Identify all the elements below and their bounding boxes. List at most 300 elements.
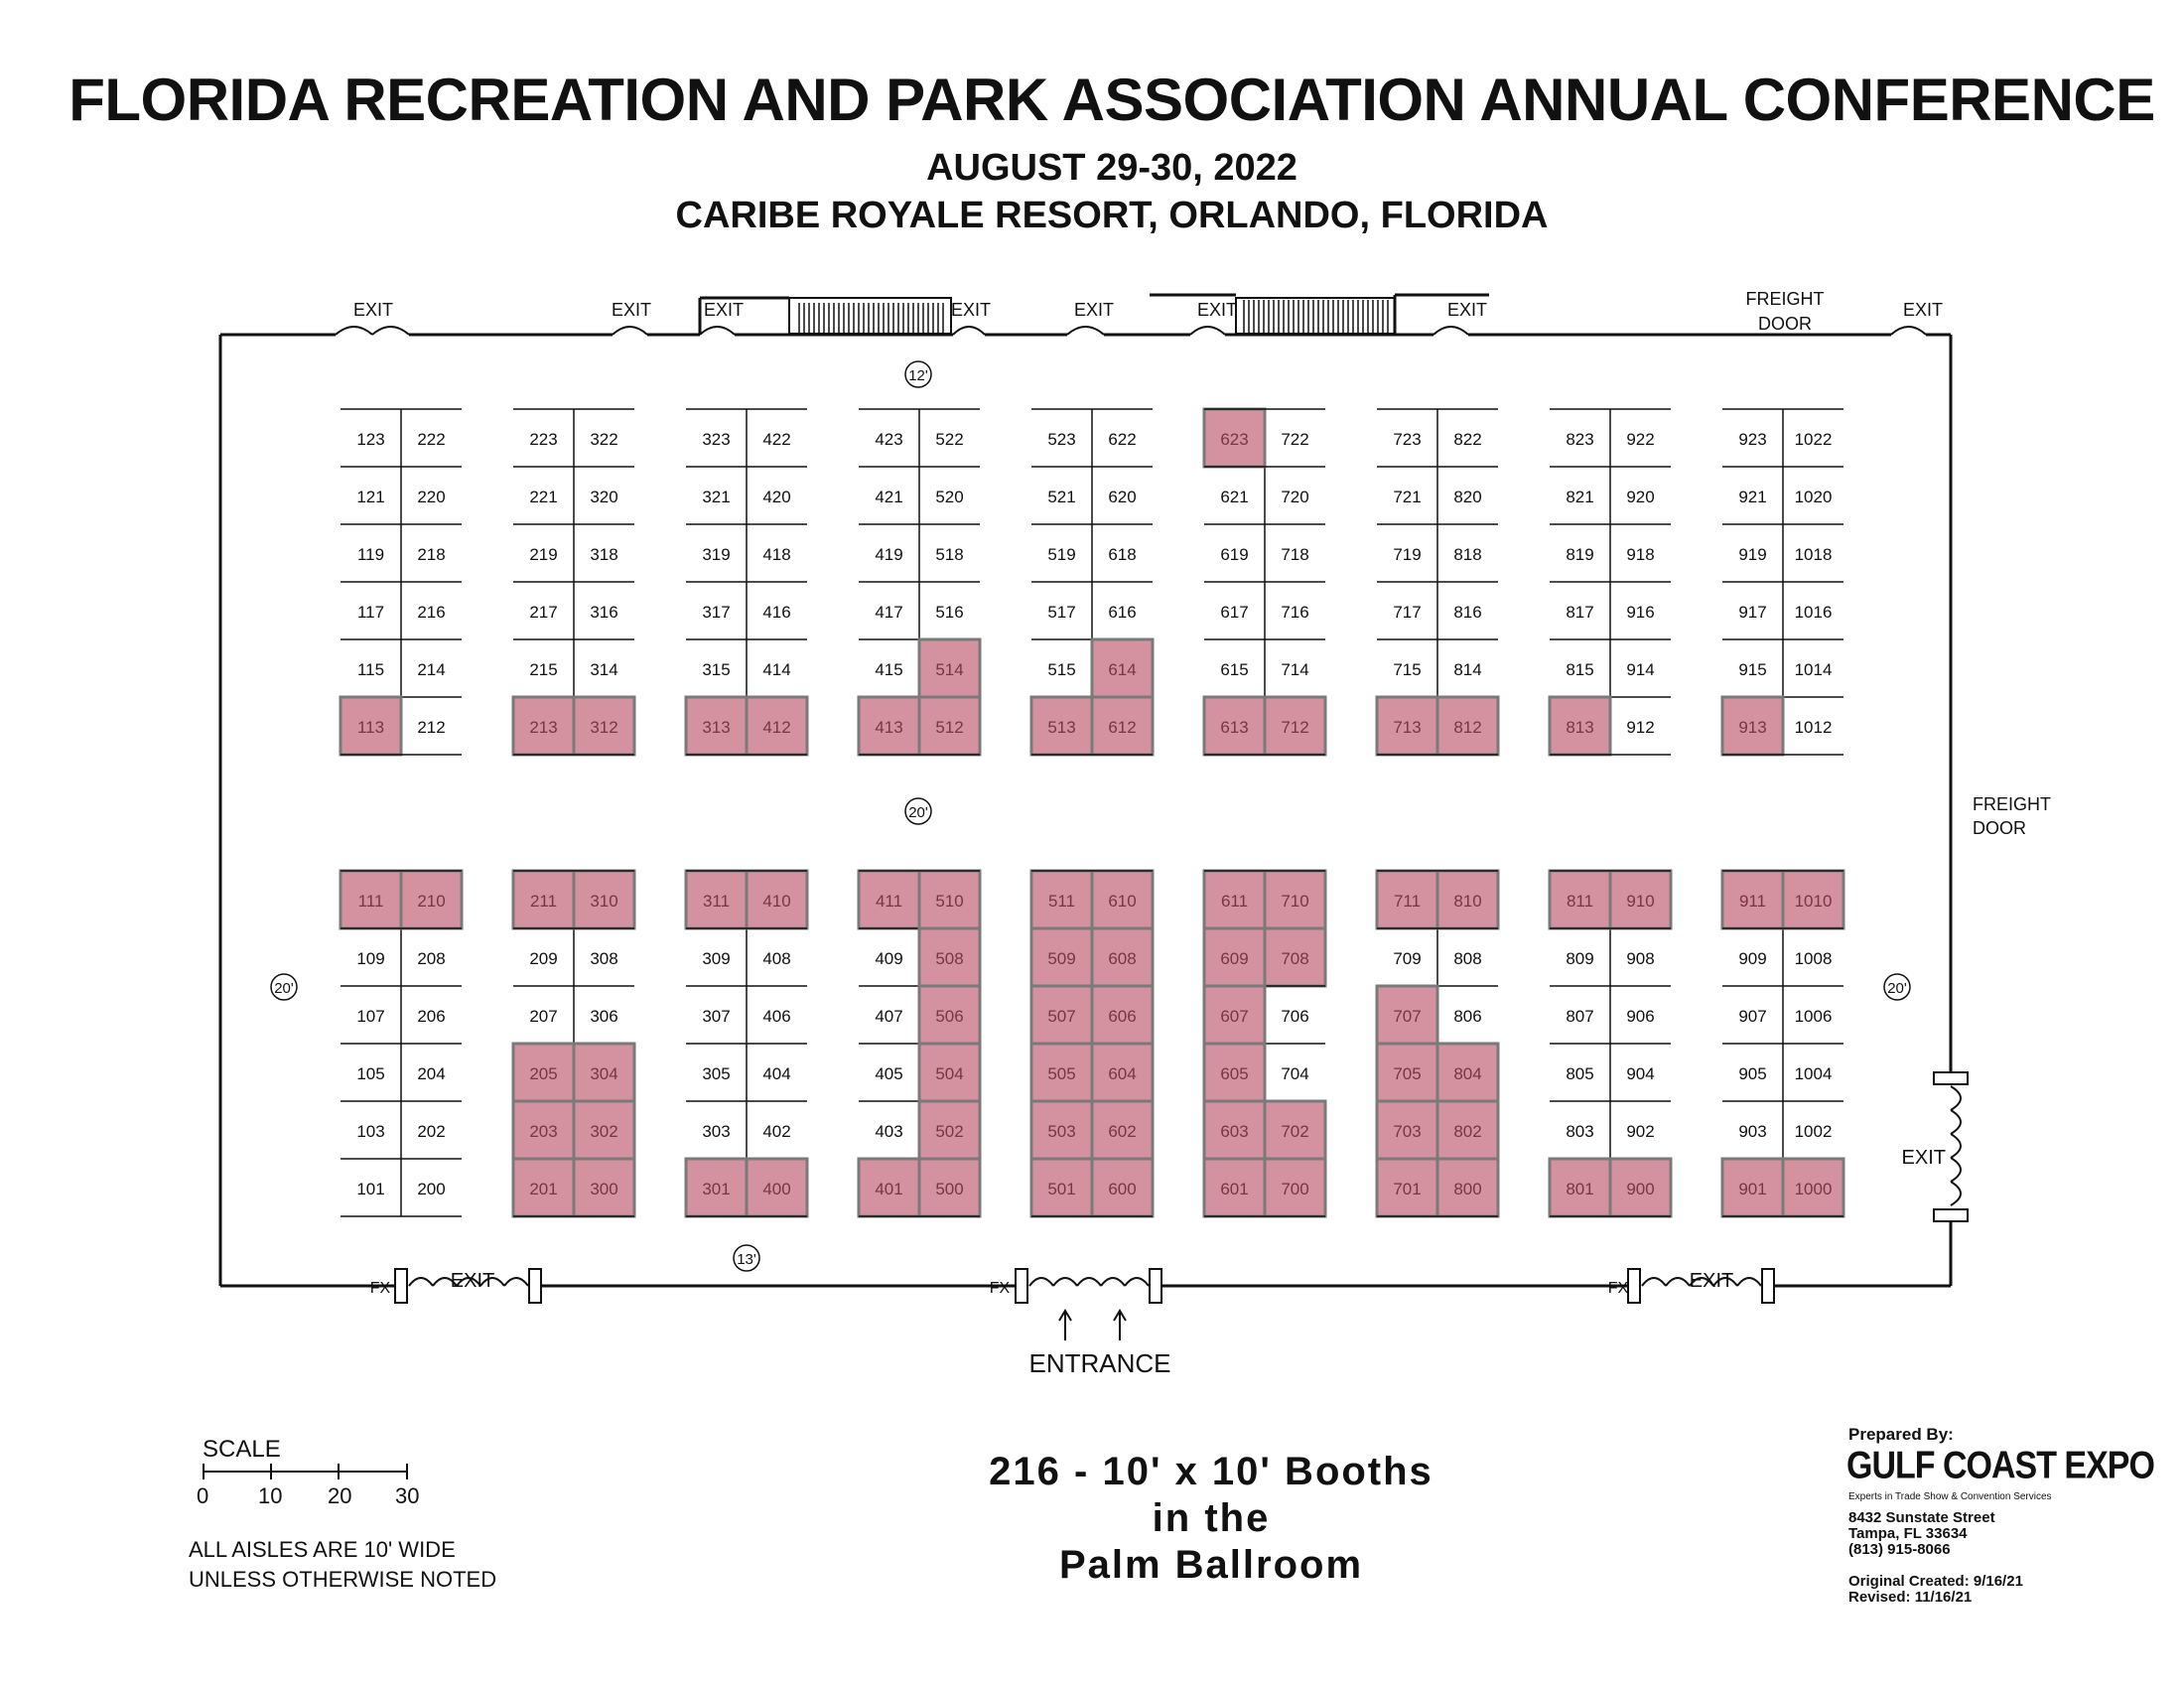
booth-506-label: 506 <box>935 1007 964 1026</box>
booth-920-label: 920 <box>1626 488 1655 506</box>
booth-622-label: 622 <box>1108 430 1137 449</box>
booth-704-label: 704 <box>1281 1064 1309 1083</box>
original-created: Original Created: 9/16/21 <box>1848 1573 2023 1590</box>
booth-908-label: 908 <box>1626 949 1655 968</box>
booth-419-label: 419 <box>875 545 903 564</box>
booth-400-label: 400 <box>762 1180 791 1198</box>
booth-summary-line2: in the <box>1152 1496 1271 1540</box>
scale-tick-30: 30 <box>395 1483 420 1508</box>
door-swing <box>1190 327 1225 335</box>
booth-607-label: 607 <box>1220 1007 1249 1026</box>
booth-512-label: 512 <box>935 718 964 737</box>
booth-811-label: 811 <box>1566 892 1594 911</box>
exit-top-3: EXIT <box>703 300 745 320</box>
booth-415-label: 415 <box>875 660 903 679</box>
booth-807-label: 807 <box>1566 1007 1594 1026</box>
fx-bottom-2: FX <box>989 1280 1011 1297</box>
company-address2: Tampa, FL 33634 <box>1848 1525 1968 1542</box>
booth-322-label: 322 <box>590 430 618 449</box>
booth-205-label: 205 <box>529 1064 558 1083</box>
booth-1014-label: 1014 <box>1794 660 1833 679</box>
booth-923-label: 923 <box>1738 430 1767 449</box>
door-top-5[interactable] <box>1067 327 1104 335</box>
door-swing <box>1101 1278 1125 1286</box>
booth-219-label: 219 <box>529 545 558 564</box>
booth-412-label: 412 <box>762 718 791 737</box>
booth-718-label: 718 <box>1281 545 1309 564</box>
booth-407-label: 407 <box>875 1007 903 1026</box>
booth-414-label: 414 <box>762 660 791 679</box>
booth-210-label: 210 <box>417 892 446 911</box>
booth-222-label: 222 <box>417 430 446 449</box>
aisle-width-20-left: 20' <box>274 980 294 997</box>
booth-818-label: 818 <box>1453 545 1482 564</box>
booth-916-label: 916 <box>1626 603 1655 622</box>
booth-418-label: 418 <box>762 545 791 564</box>
booth-813-label: 813 <box>1566 718 1594 737</box>
door-swing <box>1067 327 1104 335</box>
booth-707-label: 707 <box>1393 1007 1422 1026</box>
door-swing <box>1951 1158 1961 1182</box>
booth-516-label: 516 <box>935 603 964 622</box>
booth-517-label: 517 <box>1047 603 1076 622</box>
booth-202-label: 202 <box>417 1122 446 1141</box>
exit-bottom-1: EXIT <box>450 1270 495 1292</box>
booth-319-label: 319 <box>702 545 731 564</box>
booth-105-label: 105 <box>356 1064 385 1083</box>
freight-door-right-line2: DOOR <box>1973 818 2026 838</box>
booth-summary-line3: Palm Ballroom <box>1058 1543 1364 1587</box>
booth-1022-label: 1022 <box>1794 430 1833 449</box>
booth-303-label: 303 <box>702 1122 731 1141</box>
booth-706-label: 706 <box>1281 1007 1309 1026</box>
prepared-by: Prepared By: <box>1848 1425 1954 1444</box>
booth-722-label: 722 <box>1281 430 1309 449</box>
booth-block-bottom-6 <box>1204 871 1325 1216</box>
booth-810-label: 810 <box>1453 892 1482 911</box>
booth-1006-label: 1006 <box>1794 1007 1833 1026</box>
booth-200-label: 200 <box>417 1180 446 1198</box>
booth-101-label: 101 <box>356 1180 385 1198</box>
booth-702-label: 702 <box>1281 1122 1309 1141</box>
booth-420-label: 420 <box>762 488 791 506</box>
booth-109-label: 109 <box>356 949 385 968</box>
booth-323-label: 323 <box>702 430 731 449</box>
booth-620-label: 620 <box>1108 488 1137 506</box>
booth-715-label: 715 <box>1393 660 1422 679</box>
booth-block-bottom-3 <box>686 871 807 1216</box>
entrance-label: ENTRANCE <box>1028 1348 1171 1378</box>
door-top-8[interactable] <box>1891 327 1926 335</box>
booth-514-label: 514 <box>935 660 964 679</box>
booth-603-label: 603 <box>1220 1122 1249 1141</box>
booth-701-label: 701 <box>1393 1180 1422 1198</box>
booth-714-label: 714 <box>1281 660 1309 679</box>
exit-top-1: EXIT <box>352 300 394 320</box>
door-swing <box>1029 1278 1053 1286</box>
booth-600-label: 600 <box>1108 1180 1137 1198</box>
booth-119-label: 119 <box>356 545 385 564</box>
booth-308-label: 308 <box>590 949 618 968</box>
booth-711-label: 711 <box>1393 892 1422 911</box>
booth-605-label: 605 <box>1220 1064 1249 1083</box>
door-post <box>1016 1269 1027 1303</box>
booth-103-label: 103 <box>356 1122 385 1141</box>
door-top-2[interactable] <box>613 327 647 335</box>
event-venue: CARIBE ROYALE RESORT, ORLANDO, FLORIDA <box>675 195 1549 236</box>
booth-1008-label: 1008 <box>1794 949 1833 968</box>
booth-803-label: 803 <box>1566 1122 1594 1141</box>
booth-215-label: 215 <box>529 660 558 679</box>
booth-812-label: 812 <box>1453 718 1482 737</box>
booth-block-bottom-7 <box>1377 871 1498 1216</box>
booth-block-bottom-2 <box>513 871 634 1216</box>
door-post <box>529 1269 541 1303</box>
booth-208-label: 208 <box>417 949 446 968</box>
booth-708-label: 708 <box>1281 949 1309 968</box>
booth-820-label: 820 <box>1453 488 1482 506</box>
booth-502-label: 502 <box>935 1122 964 1141</box>
booth-619-label: 619 <box>1220 545 1249 564</box>
booth-623-label: 623 <box>1220 430 1249 449</box>
booth-block-bottom-8 <box>1550 871 1671 1216</box>
fx-bottom-3: FX <box>1607 1280 1629 1297</box>
door-swing <box>953 327 985 335</box>
booth-411-label: 411 <box>875 892 903 911</box>
booth-618-label: 618 <box>1108 545 1137 564</box>
booth-809-label: 809 <box>1566 949 1594 968</box>
booth-1000-label: 1000 <box>1794 1180 1833 1198</box>
booth-404-label: 404 <box>762 1064 791 1083</box>
booth-1012-label: 1012 <box>1794 718 1833 737</box>
booth-902-label: 902 <box>1626 1122 1655 1141</box>
door-swing <box>1891 327 1926 335</box>
booth-117-label: 117 <box>356 603 385 622</box>
booth-821-label: 821 <box>1566 488 1594 506</box>
booth-213-label: 213 <box>529 718 558 737</box>
door-top-6[interactable] <box>1190 327 1225 335</box>
booth-block-bottom-1 <box>341 871 462 1216</box>
booth-1004-label: 1004 <box>1794 1064 1833 1083</box>
booth-218-label: 218 <box>417 545 446 564</box>
booth-214-label: 214 <box>417 660 446 679</box>
booth-906-label: 906 <box>1626 1007 1655 1026</box>
door-post <box>1628 1269 1640 1303</box>
company-logo-text: GULF COAST EXPO <box>1846 1444 2154 1487</box>
booth-804-label: 804 <box>1453 1064 1482 1083</box>
door-top-4[interactable] <box>953 327 985 335</box>
aisle-width-13: 13' <box>737 1251 756 1268</box>
booth-606-label: 606 <box>1108 1007 1137 1026</box>
booth-221-label: 221 <box>529 488 558 506</box>
booth-209-label: 209 <box>529 949 558 968</box>
booth-612-label: 612 <box>1108 718 1137 737</box>
booth-903-label: 903 <box>1738 1122 1767 1141</box>
booth-217-label: 217 <box>529 603 558 622</box>
fx-bottom-1: FX <box>369 1280 391 1297</box>
booth-912-label: 912 <box>1626 718 1655 737</box>
door-swing <box>1077 1278 1101 1286</box>
booth-518-label: 518 <box>935 545 964 564</box>
door-top-3[interactable] <box>700 327 735 335</box>
scale-tick-0: 0 <box>197 1483 209 1508</box>
booth-520-label: 520 <box>935 488 964 506</box>
booth-611-label: 611 <box>1220 892 1249 911</box>
door-top-7[interactable] <box>1433 327 1468 335</box>
booth-510-label: 510 <box>935 892 964 911</box>
door-swing <box>372 327 409 335</box>
booth-816-label: 816 <box>1453 603 1482 622</box>
booth-211-label: 211 <box>529 892 558 911</box>
door-top-1[interactable] <box>336 327 409 335</box>
booth-320-label: 320 <box>590 488 618 506</box>
door-swing <box>1433 327 1468 335</box>
booth-501-label: 501 <box>1047 1180 1076 1198</box>
booth-719-label: 719 <box>1393 545 1422 564</box>
booth-123-label: 123 <box>356 430 385 449</box>
door-post <box>395 1269 407 1303</box>
booth-408-label: 408 <box>762 949 791 968</box>
exit-top-7: EXIT <box>1446 300 1488 320</box>
booth-115-label: 115 <box>356 660 385 679</box>
exit-top-4: EXIT <box>950 300 992 320</box>
booth-507-label: 507 <box>1047 1007 1076 1026</box>
booth-310-label: 310 <box>590 892 618 911</box>
booth-823-label: 823 <box>1566 430 1594 449</box>
booth-703-label: 703 <box>1393 1122 1422 1141</box>
company-tagline: Experts in Trade Show & Convention Services <box>1848 1491 2052 1502</box>
booth-113-label: 113 <box>356 718 385 737</box>
booth-204-label: 204 <box>417 1064 446 1083</box>
booth-309-label: 309 <box>702 949 731 968</box>
booth-513-label: 513 <box>1047 718 1076 737</box>
booth-220-label: 220 <box>417 488 446 506</box>
booth-617-label: 617 <box>1220 603 1249 622</box>
page-title: FLORIDA RECREATION AND PARK ASSOCIATION ANNUAL CONFERENCE <box>68 67 2155 133</box>
booth-block-bottom-9 <box>1722 871 1843 1216</box>
booth-311-label: 311 <box>702 892 731 911</box>
booth-509-label: 509 <box>1047 949 1076 968</box>
booth-723-label: 723 <box>1393 430 1422 449</box>
booth-905-label: 905 <box>1738 1064 1767 1083</box>
booth-621-label: 621 <box>1220 488 1249 506</box>
exit-top-8: EXIT <box>1902 300 1944 320</box>
booth-805-label: 805 <box>1566 1064 1594 1083</box>
freight-door-top-line2: DOOR <box>1758 314 1812 334</box>
booth-515-label: 515 <box>1047 660 1076 679</box>
door-swing <box>1053 1278 1077 1286</box>
booth-907-label: 907 <box>1738 1007 1767 1026</box>
booth-416-label: 416 <box>762 603 791 622</box>
booth-block-bottom-5 <box>1031 871 1153 1216</box>
booth-508-label: 508 <box>935 949 964 968</box>
booth-500-label: 500 <box>935 1180 964 1198</box>
door-swing <box>409 1278 433 1286</box>
booth-609-label: 609 <box>1220 949 1249 968</box>
booth-315-label: 315 <box>702 660 731 679</box>
door-post <box>1934 1209 1968 1221</box>
exit-top-5: EXIT <box>1073 300 1115 320</box>
booth-913-label: 913 <box>1738 718 1767 737</box>
booth-422-label: 422 <box>762 430 791 449</box>
booth-300-label: 300 <box>590 1180 618 1198</box>
booth-911-label: 911 <box>1738 892 1767 911</box>
booth-521-label: 521 <box>1047 488 1076 506</box>
booth-1018-label: 1018 <box>1794 545 1833 564</box>
aisle-width-20-center: 20' <box>908 804 928 821</box>
booth-1002-label: 1002 <box>1794 1122 1833 1141</box>
booth-710-label: 710 <box>1281 892 1309 911</box>
booth-523-label: 523 <box>1047 430 1076 449</box>
booth-601-label: 601 <box>1220 1180 1249 1198</box>
booth-904-label: 904 <box>1626 1064 1655 1083</box>
booth-915-label: 915 <box>1738 660 1767 679</box>
booth-700-label: 700 <box>1281 1180 1309 1198</box>
booth-107-label: 107 <box>356 1007 385 1026</box>
door-swing <box>1951 1110 1961 1134</box>
booth-410-label: 410 <box>762 892 791 911</box>
booth-712-label: 712 <box>1281 718 1309 737</box>
booth-212-label: 212 <box>417 718 446 737</box>
booth-321-label: 321 <box>702 488 731 506</box>
booth-block-top-3 <box>686 409 807 755</box>
booth-302-label: 302 <box>590 1122 618 1141</box>
exit-bottom-2: EXIT <box>1689 1270 1734 1292</box>
booth-900-label: 900 <box>1626 1180 1655 1198</box>
booth-block-top-7 <box>1377 409 1498 755</box>
booth-504-label: 504 <box>935 1064 964 1083</box>
door-swing <box>1737 1278 1761 1286</box>
booth-203-label: 203 <box>529 1122 558 1141</box>
booth-806-label: 806 <box>1453 1007 1482 1026</box>
scale-title: SCALE <box>203 1436 281 1463</box>
booth-717-label: 717 <box>1393 603 1422 622</box>
booth-815-label: 815 <box>1566 660 1594 679</box>
booth-223-label: 223 <box>529 430 558 449</box>
booth-901-label: 901 <box>1738 1180 1767 1198</box>
door-post <box>1762 1269 1774 1303</box>
booth-314-label: 314 <box>590 660 618 679</box>
booth-613-label: 613 <box>1220 718 1249 737</box>
aisle-note-line1: ALL AISLES ARE 10' WIDE <box>189 1537 456 1562</box>
booth-313-label: 313 <box>702 718 731 737</box>
booth-800-label: 800 <box>1453 1180 1482 1198</box>
exit-right: EXIT <box>1901 1147 1946 1169</box>
booth-206-label: 206 <box>417 1007 446 1026</box>
booth-914-label: 914 <box>1626 660 1655 679</box>
freight-door-top-line1: FREIGHT <box>1745 289 1825 309</box>
booth-block-top-9 <box>1722 409 1843 755</box>
booth-1016-label: 1016 <box>1794 603 1833 622</box>
door-swing <box>1951 1134 1961 1158</box>
booth-814-label: 814 <box>1453 660 1482 679</box>
booth-808-label: 808 <box>1453 949 1482 968</box>
door-post <box>1934 1072 1968 1084</box>
door-swing <box>613 327 647 335</box>
booth-block-top-4 <box>859 409 980 755</box>
booth-802-label: 802 <box>1453 1122 1482 1141</box>
company-phone: (813) 915-8066 <box>1848 1541 1951 1558</box>
freight-door-right-line1: FREIGHT <box>1973 794 2051 814</box>
booth-822-label: 822 <box>1453 430 1482 449</box>
booth-207-label: 207 <box>529 1007 558 1026</box>
aisle-width-12: 12' <box>908 367 928 384</box>
booth-301-label: 301 <box>702 1180 731 1198</box>
door-bottom-2[interactable] <box>1029 1278 1149 1286</box>
booth-918-label: 918 <box>1626 545 1655 564</box>
aisle-width-20-right: 20' <box>1887 980 1907 997</box>
booth-503-label: 503 <box>1047 1122 1076 1141</box>
booth-305-label: 305 <box>702 1064 731 1083</box>
booth-602-label: 602 <box>1108 1122 1137 1141</box>
booth-111-label: 111 <box>357 892 384 911</box>
booth-409-label: 409 <box>875 949 903 968</box>
booth-616-label: 616 <box>1108 603 1137 622</box>
booth-921-label: 921 <box>1738 488 1767 506</box>
event-dates: AUGUST 29-30, 2022 <box>926 147 1297 189</box>
booth-909-label: 909 <box>1738 949 1767 968</box>
booth-405-label: 405 <box>875 1064 903 1083</box>
booth-511-label: 511 <box>1047 892 1076 911</box>
booth-505-label: 505 <box>1047 1064 1076 1083</box>
booth-403-label: 403 <box>875 1122 903 1141</box>
scale-tick-10: 10 <box>258 1483 283 1508</box>
door-swing <box>1951 1086 1961 1110</box>
booth-1010-label: 1010 <box>1794 892 1833 911</box>
door-swing <box>700 327 735 335</box>
booth-615-label: 615 <box>1220 660 1249 679</box>
booth-layer <box>341 409 1843 1216</box>
door-post <box>1150 1269 1161 1303</box>
booth-block-top-6 <box>1204 409 1325 755</box>
exit-top-6: EXIT <box>1196 300 1238 320</box>
booth-201-label: 201 <box>529 1180 558 1198</box>
booth-801-label: 801 <box>1566 1180 1594 1198</box>
booth-402-label: 402 <box>762 1122 791 1141</box>
booth-919-label: 919 <box>1738 545 1767 564</box>
door-swing <box>1951 1182 1961 1205</box>
scale-tick-20: 20 <box>328 1483 352 1508</box>
booth-417-label: 417 <box>875 603 903 622</box>
booth-312-label: 312 <box>590 718 618 737</box>
booth-block-top-1 <box>341 409 462 755</box>
booth-406-label: 406 <box>762 1007 791 1026</box>
door-swing <box>336 327 372 335</box>
booth-817-label: 817 <box>1566 603 1594 622</box>
booth-608-label: 608 <box>1108 949 1137 968</box>
aisle-note-line2: UNLESS OTHERWISE NOTED <box>189 1567 497 1592</box>
booth-401-label: 401 <box>875 1180 903 1198</box>
booth-421-label: 421 <box>875 488 903 506</box>
company-address1: 8432 Sunstate Street <box>1848 1509 1995 1526</box>
booth-413-label: 413 <box>875 718 903 737</box>
booth-block-top-5 <box>1031 409 1153 755</box>
booth-819-label: 819 <box>1566 545 1594 564</box>
booth-519-label: 519 <box>1047 545 1076 564</box>
booth-614-label: 614 <box>1108 660 1137 679</box>
booth-522-label: 522 <box>935 430 964 449</box>
revised-date: Revised: 11/16/21 <box>1848 1589 1973 1606</box>
booth-604-label: 604 <box>1108 1064 1137 1083</box>
door-right[interactable] <box>1951 1086 1961 1205</box>
booth-610-label: 610 <box>1108 892 1137 911</box>
booth-713-label: 713 <box>1393 718 1422 737</box>
booth-306-label: 306 <box>590 1007 618 1026</box>
booth-216-label: 216 <box>417 603 446 622</box>
door-swing <box>1666 1278 1690 1286</box>
door-swing <box>1125 1278 1149 1286</box>
booth-317-label: 317 <box>702 603 731 622</box>
